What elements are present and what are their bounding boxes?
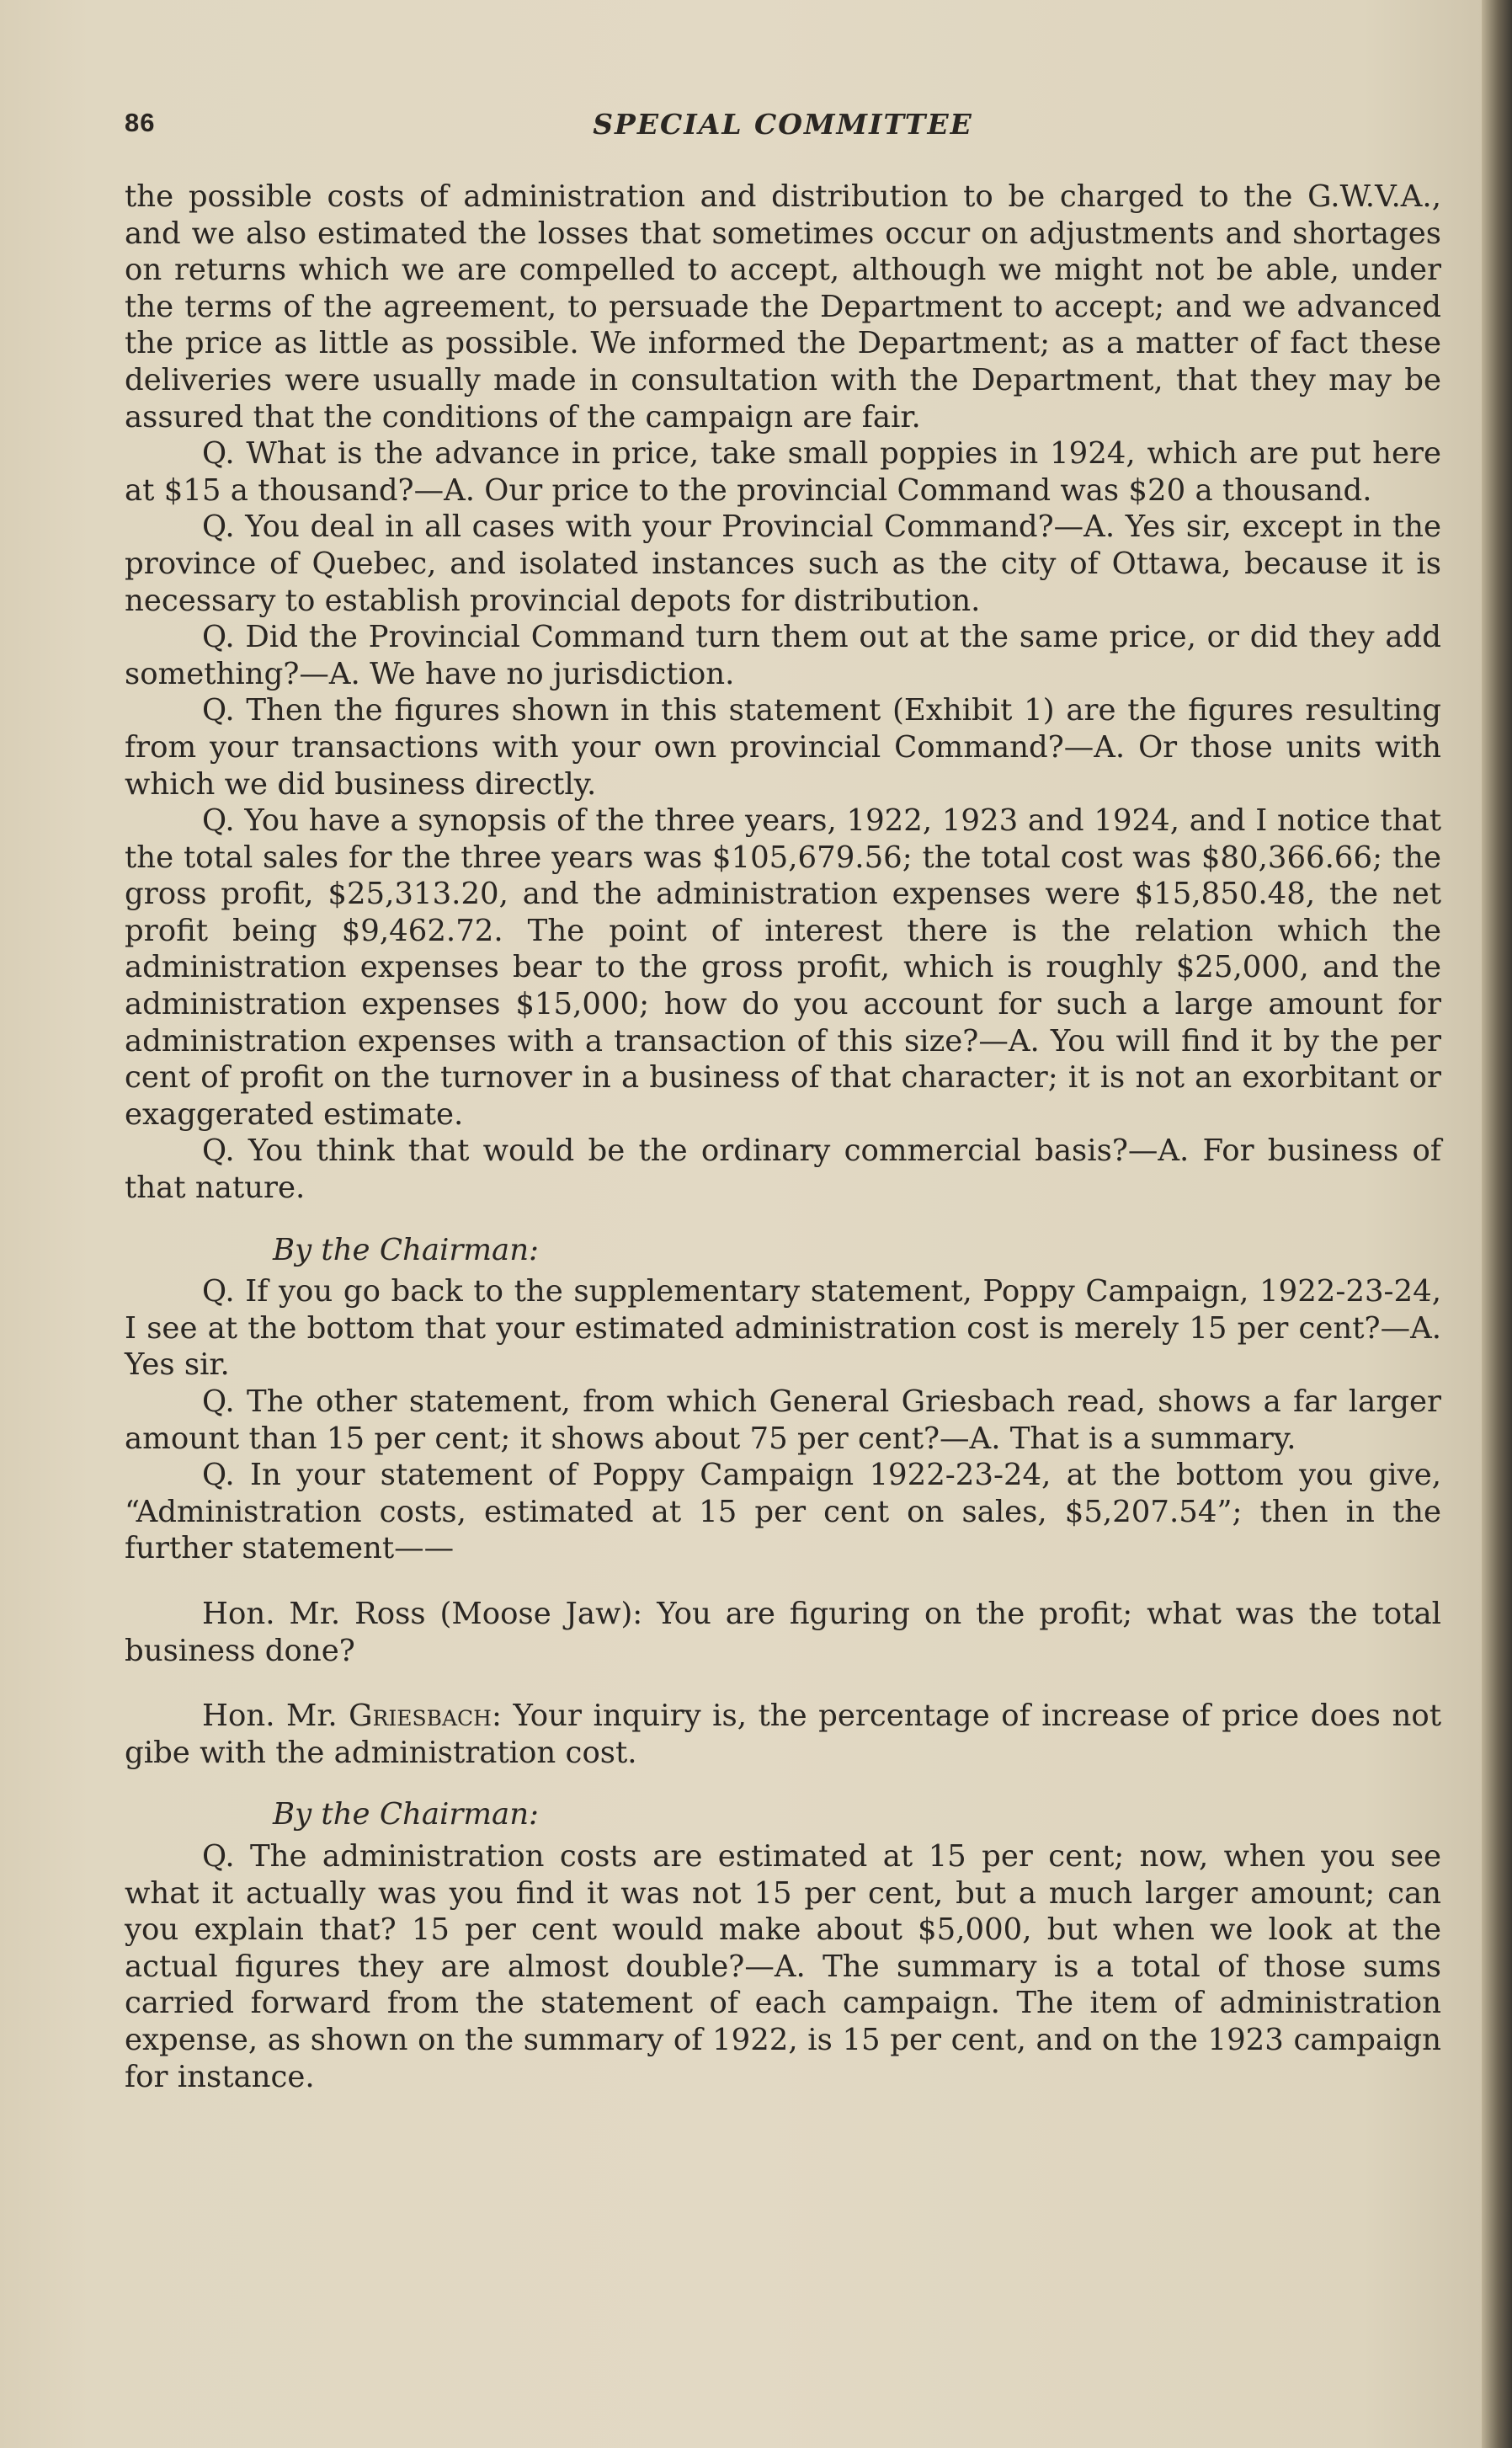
section-heading-by-chairman: By the Chairman: — [273, 1232, 540, 1267]
question-administration-costs: Q. In your statement of Poppy Campaign 1922-23-24, at the bottom you give, “Administration costs, estimated at 15 per cent on sales, $5,207.54”; then in the further statement—— — [125, 1458, 1441, 1566]
speaker-griesbach — [125, 1698, 1441, 1771]
question-other-statement: Q. The other statement, from which General Griesbach read, shows a far larger amount than 15 per cent; it shows about 75 per cent?—A. That is a summary. — [125, 1384, 1441, 1456]
question-estimated-15-percent: Q. The administration costs are estimated at 15 per cent; now, when you see what it actually was you find it was not 15 per cent, but a much larger amount; can you explain that? 15 per cent would make about $5,000, but when we look at the actual figures they are almost double?—A. The summary is a total of those sums carried forward from the statement of each campaign. The item of administration expense, as shown on the summary of 1922, is 15 per cent, and on the 1923 campaign for instance. — [125, 1838, 1441, 2094]
speaker-title: Hon. Mr. — [202, 1699, 349, 1734]
question-supplementary-statement: Q. If you go back to the supplementary statement, Poppy Campaign, 1922-23-24, I see at the bottom that your estimated administration cost is merely 15 per cent?—A. Yes sir. — [125, 1274, 1441, 1383]
speaker-ross: Hon. Mr. Ross (Moose Jaw): You are figuring on the profit; what was the total business done? — [125, 1596, 1441, 1668]
question-same-price: Q. Did the Provincial Command turn them out at the same price, or did they add something?—A. We have no jurisdiction. — [125, 620, 1441, 691]
question-small-poppies: Q. What is the advance in price, take small poppies in 1924, which are put here at $15 a thousand?—A. Our price to the provincial Command was $20 a thousand. — [125, 436, 1441, 508]
page-binding-edge — [1482, 0, 1512, 2448]
paragraph-continuation: the possible costs of administration and distribution to be charged to the G.W.V.A., and we also estimated the losses that sometimes occur on adjustments and shortages on returns which we are compelled to accept, although we might not be able, under the terms of the agreement, to persuade the Department to accept; and we advanced the price as little as possible. We informed the Department; as a matter of fact these deliveries were usually made in consultation with the Department, that they may be assured that the conditions of the campaign are fair. — [125, 179, 1441, 435]
question-synopsis: Q. You have a synopsis of the three years, 1922, 1923 and 1924, and I notice that the total sales for the three years was $105,679.56; the total cost was $80,366.66; the gross profit, $25,313.20, and the administration expenses were $15,850.48, the net profit being $9,462.72. The point of interest there is the relation which the administration expenses bear to the gross profit, which is roughly $25,000, and the administration expenses $15,000; how do you account for such a large amount for administration expenses with a transaction of this size?—A. You will find it by the per cent of profit on the turnover in a business of that character; it is not an exorbitant or exaggerated estimate. — [125, 803, 1441, 1132]
question-provincial-command: Q. You deal in all cases with your Provincial Command?—A. Yes sir, except in the province of Quebec, and isolated instances such as the city of Ottawa, because it is necessary to establish provincial depots for distribution. — [125, 509, 1441, 618]
speaker-griesbach-text: Your inquiry is, the percentage of increase of price does not gibe with the administration cost. — [125, 1699, 1441, 1770]
question-exhibit-1: Q. Then the figures shown in this statement (Exhibit 1) are the figures resulting from your transactions with your own provincial Command?—A. Or those units with which we did business directly. — [125, 693, 1441, 802]
body-text — [125, 179, 1441, 2095]
speaker-name: Griesbach — [349, 1699, 492, 1734]
speaker-colon: : — [491, 1699, 514, 1734]
running-header — [125, 108, 1441, 150]
page-number: 86 — [125, 108, 156, 137]
question-commercial-basis: Q. You think that would be the ordinary commercial basis?—A. For business of that nature. — [125, 1133, 1441, 1206]
section-heading-by-chairman-2: By the Chairman: — [273, 1797, 540, 1832]
running-title: SPECIAL COMMITTEE — [593, 108, 973, 141]
